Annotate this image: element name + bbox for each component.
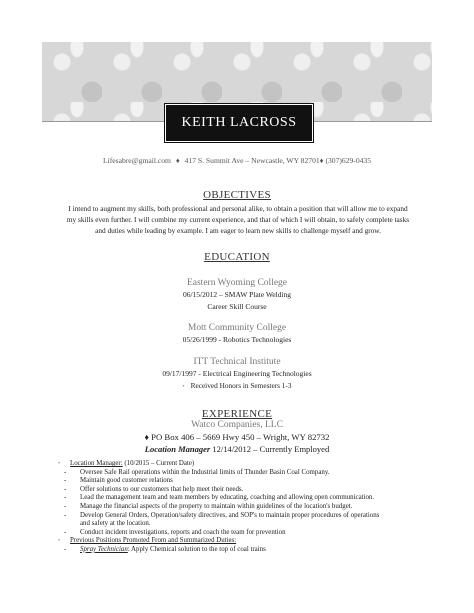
school-name: ITT Technical Institute bbox=[193, 357, 281, 367]
school-name: Mott Community College bbox=[187, 323, 287, 333]
position-title: Location Manager bbox=[144, 444, 211, 454]
candidate-name: KEITH LACROSS bbox=[181, 115, 297, 130]
contact-line bbox=[0, 156, 474, 165]
list-subitem: - Maintain good customer relations bbox=[64, 477, 173, 485]
school-detail: 09/17/1997 - Electrical Engineering Technologies bbox=[162, 369, 312, 378]
contact-phone: (307)629-0435 bbox=[325, 156, 372, 165]
objectives-heading: OBJECTIVES bbox=[203, 189, 271, 201]
objective-line: and duties while leading by example. I am eager to learn new skills to challenge myself and grow. bbox=[95, 226, 381, 235]
list-subitem: - Manage the financial aspects of the property to maintain within guidelines of the location's budget. bbox=[64, 502, 353, 510]
education-heading: EDUCATION bbox=[204, 251, 270, 263]
bullet-icon: • bbox=[58, 461, 61, 467]
bullet-icon: • bbox=[58, 538, 61, 545]
position-dates: 12/14/2012 – Currently Employed bbox=[212, 444, 330, 454]
list-subitem: - Develop General Orders, Operation/safety directives, and SOP's to maintain proper procedures of operations bbox=[64, 511, 380, 519]
list-item: • Previous Positions Promoted From and Summarized Duties: bbox=[58, 537, 237, 545]
list-subitem: - Offer solutions to our customers that help meet their needs. bbox=[64, 485, 244, 493]
list-subitem: - Spray Technician: Apply Chemical solution to the top of coal trains bbox=[64, 545, 266, 553]
school-detail: Career Skill Course bbox=[207, 302, 267, 311]
name-plate bbox=[165, 104, 313, 142]
school-detail: 06/15/2012 – SMAW Plate Welding bbox=[182, 290, 292, 299]
experience-heading: EXPERIENCE bbox=[201, 408, 273, 420]
contact-email[interactable]: Lifesabre@gmail.com bbox=[102, 156, 171, 165]
school-detail: 05/26/1999 - Robotics Technologies bbox=[182, 335, 292, 344]
list-subitem: - Lead the management team and team members by educating, coaching and allowing open communication. bbox=[64, 494, 375, 502]
bullet-icon: • bbox=[182, 384, 185, 390]
objective-line: my skills even further. I will combine my current experience, and that of which I will obtain, to safely complete tasks bbox=[66, 215, 410, 224]
position-line bbox=[0, 444, 474, 454]
objective-line: I intend to augment my skills, both professional and personal alike, to obtain a position that will allow me to expand bbox=[68, 204, 408, 213]
list-subitem: - Oversee Safe Rail operations within the Industrial limits of Thunder Basin Coal Company. bbox=[64, 468, 330, 476]
objectives-text bbox=[44, 203, 432, 236]
contact-address: 417 S. Summit Ave – Newcastle, WY 82701 bbox=[184, 156, 320, 165]
company-address: ♦ PO Box 406 – 5669 Hwy 450 – Wright, WY 82732 bbox=[144, 432, 330, 442]
list-subitem: - Conduct incident investigations, reports and coach the team for prevention bbox=[64, 528, 286, 536]
contact-separator: ♦ bbox=[175, 156, 180, 165]
contact-separator-2: ♦ bbox=[319, 156, 324, 165]
list-item: • Location Manager: (10/2015 – Current Date) bbox=[58, 460, 195, 467]
list-subitem-continued: and safety at the location. bbox=[80, 520, 151, 528]
company-name: Watco Companies, LLC bbox=[191, 420, 283, 430]
school-name: Eastern Wyoming College bbox=[186, 278, 288, 288]
school-honors: • Received Honors in Semesters 1-3 bbox=[182, 381, 292, 390]
experience-duties bbox=[58, 460, 438, 555]
